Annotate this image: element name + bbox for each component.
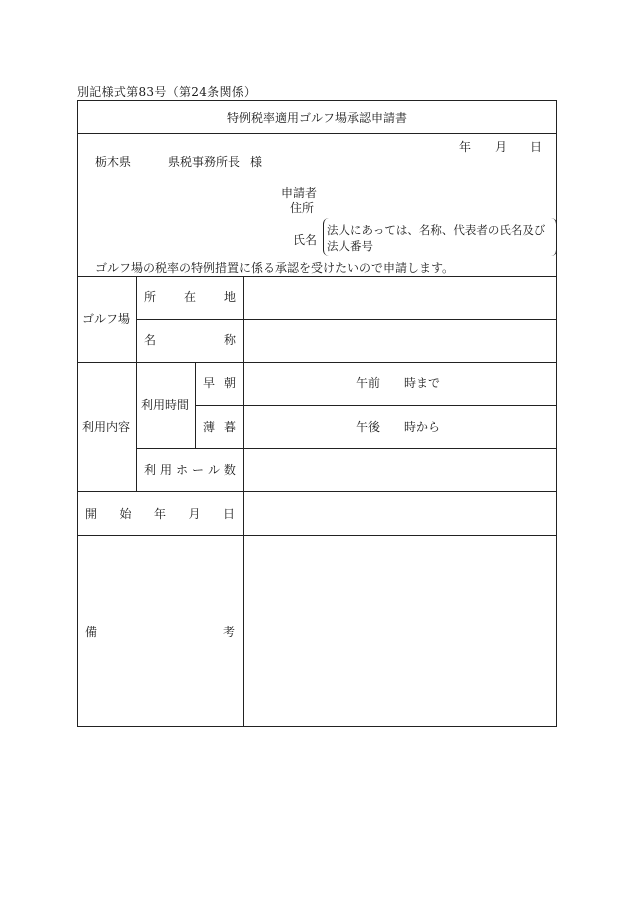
addressee-prefecture: 栃木県	[95, 155, 132, 169]
date-year: 年	[459, 140, 472, 154]
holes-char-5: ル	[207, 463, 220, 477]
bracket-right	[550, 218, 557, 256]
holes-char-6: 数	[223, 463, 236, 477]
application-form	[77, 100, 557, 727]
location-char-3: 地	[223, 290, 236, 304]
start-date-value-cell[interactable]	[244, 492, 556, 535]
applicant-name-label: 氏名	[293, 233, 318, 247]
start-date-char-1: 開	[85, 507, 98, 521]
applicant-note-line2: 法人番号	[327, 239, 373, 253]
usage-time-label: 利用時間	[141, 398, 190, 412]
evening-char-1: 薄	[203, 420, 216, 434]
divider-usage-top	[78, 362, 556, 363]
start-date-char-2: 始	[119, 507, 132, 521]
start-date-char-4: 月	[188, 507, 201, 521]
addressee-office: 県税事務所長	[168, 155, 241, 169]
morning-label	[203, 376, 236, 390]
start-date-char-5: 日	[222, 507, 235, 521]
start-date-label	[85, 507, 235, 521]
applicant-note-bracket	[323, 218, 557, 258]
form-number: 別記様式第83号（第24条関係）	[77, 85, 257, 99]
morning-char-2: 朝	[223, 376, 236, 390]
start-date-char-3: 年	[153, 507, 166, 521]
location-label	[144, 290, 236, 304]
name-label	[144, 333, 236, 347]
location-char-2: 在	[183, 290, 196, 304]
addressee-honorific: 様	[250, 155, 263, 169]
vline-category	[136, 276, 137, 491]
name-value-cell[interactable]	[244, 320, 556, 362]
title-divider	[78, 133, 556, 134]
holes-value-cell[interactable]	[244, 449, 556, 491]
evening-label	[203, 420, 236, 434]
evening-char-2: 暮	[223, 420, 236, 434]
holes-char-3: ホ	[175, 463, 188, 477]
location-value-cell[interactable]	[244, 277, 556, 319]
morning-char-1: 早	[203, 376, 216, 390]
remarks-value-cell[interactable]	[244, 536, 556, 726]
remarks-label	[85, 625, 235, 639]
date-month: 月	[495, 140, 508, 154]
applicant-label: 申請者	[281, 186, 318, 200]
applicant-address-label: 住所	[290, 201, 315, 215]
request-statement: ゴルフ場の税率の特例措置に係る承認を受けたいので申請します。	[95, 261, 455, 275]
holes-char-2: 用	[159, 463, 172, 477]
remarks-char-2: 考	[222, 625, 235, 639]
date-day: 日	[530, 140, 543, 154]
form-title: 特例税率適用ゴルフ場承認申請書	[226, 111, 407, 125]
location-char-1: 所	[144, 290, 157, 304]
holes-char-1: 利	[144, 463, 157, 477]
divider-time-mid	[195, 405, 556, 406]
holes-label	[144, 463, 236, 477]
name-char-1: 名	[144, 333, 157, 347]
vline-time-sub	[195, 362, 196, 448]
name-char-2: 称	[223, 333, 236, 347]
golf-course-label: ゴルフ場	[82, 312, 131, 326]
remarks-char-1: 備	[85, 625, 98, 639]
evening-value[interactable]: 午後 時から	[356, 420, 441, 434]
applicant-note-line1: 法人にあっては、名称、代表者の氏名及び	[327, 223, 546, 237]
usage-label: 利用内容	[82, 420, 131, 434]
holes-char-4: ー	[191, 463, 204, 477]
morning-value[interactable]: 午前 時まで	[356, 376, 441, 390]
